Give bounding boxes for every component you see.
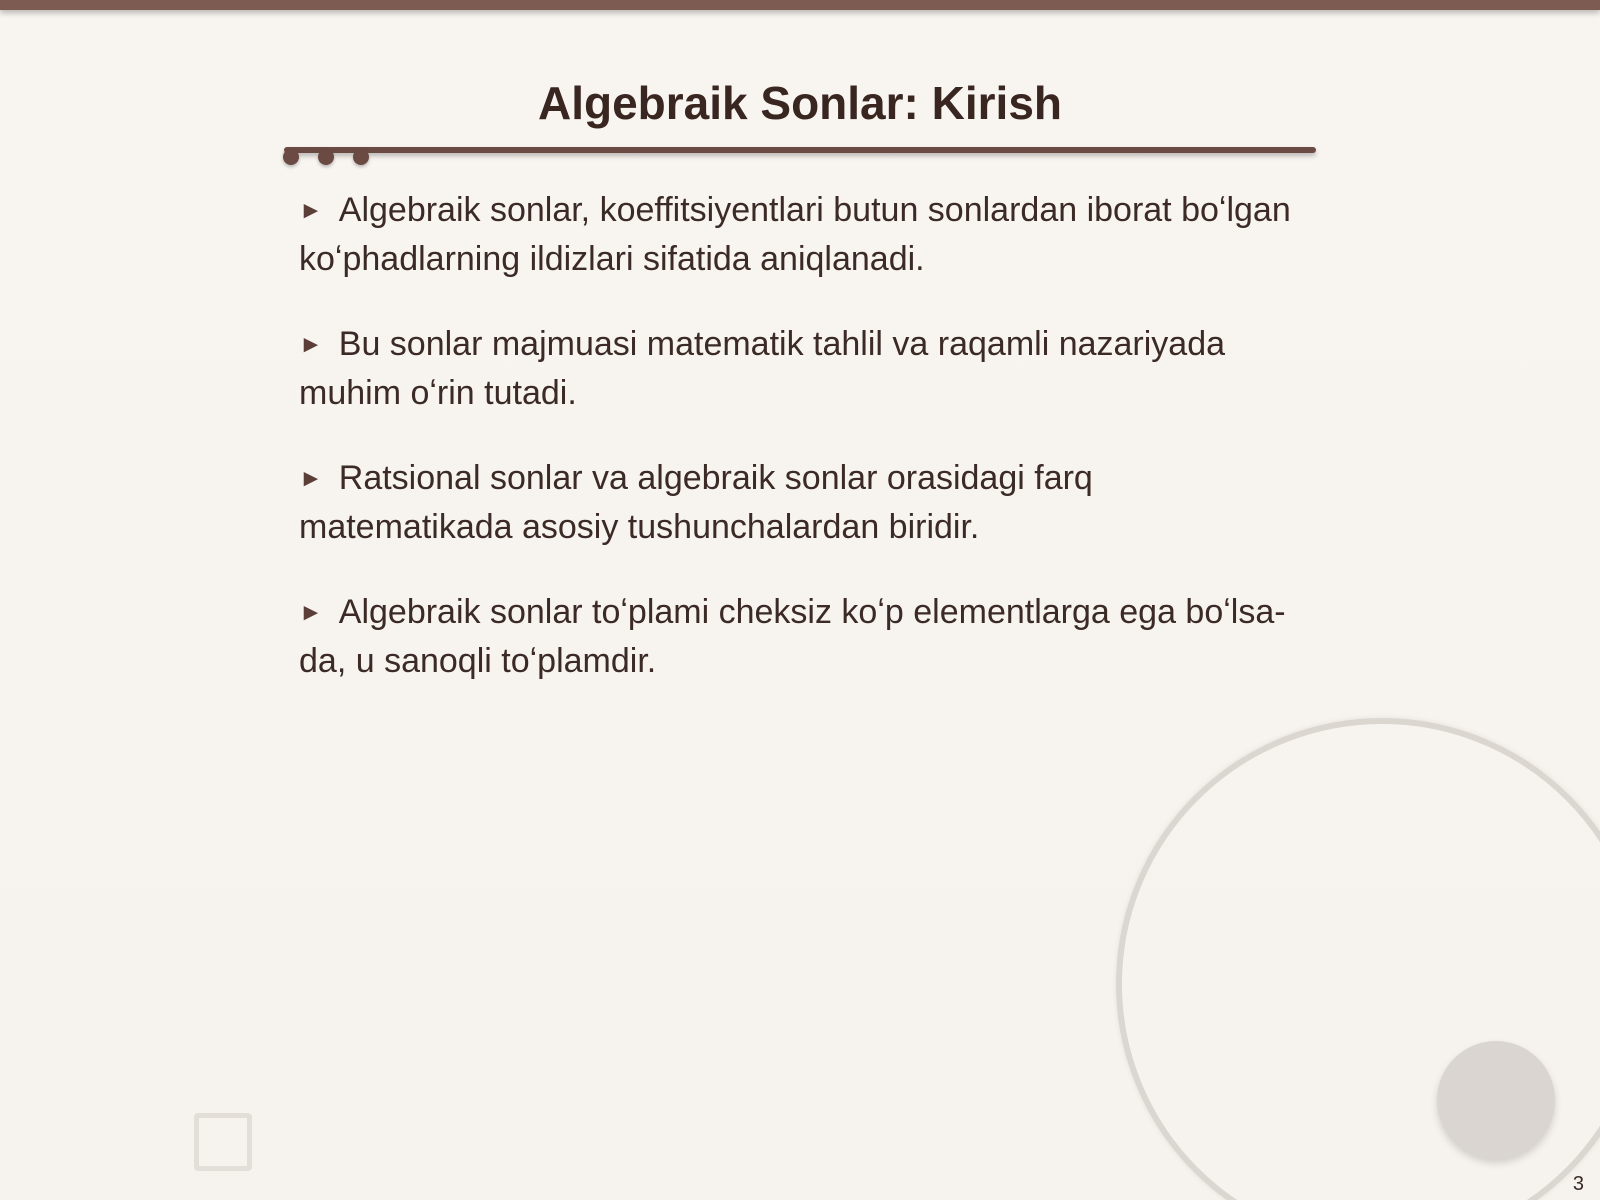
bullet-text: Ratsional sonlar va algebraik sonlar orasidagi farq matematikada asosiy tushunchalardan biridir. [299, 459, 1093, 546]
title-underline [284, 147, 1316, 153]
triangle-bullet-icon: ► [299, 197, 323, 224]
bullet-list [299, 186, 1309, 722]
decor-circle [1437, 1041, 1555, 1159]
triangle-bullet-icon: ► [299, 465, 323, 492]
decor-square [194, 1113, 252, 1171]
top-accent-bar [0, 0, 1600, 10]
bullet-text: Bu sonlar majmuasi matematik tahlil va raqamli nazariyada muhim oʻrin tutadi. [299, 325, 1226, 412]
triangle-bullet-icon: ► [299, 599, 323, 626]
bullet-item [299, 320, 1309, 418]
triangle-bullet-icon: ► [299, 331, 323, 358]
bullet-item [299, 186, 1309, 284]
bullet-item [299, 454, 1309, 552]
bullet-text: Algebraik sonlar toʻplami cheksiz koʻp elementlarga ega boʻlsa-da, u sanoqli toʻplamdir. [299, 593, 1286, 680]
bullet-item [299, 588, 1309, 686]
decor-dot [353, 149, 369, 165]
slide-title: Algebraik Sonlar: Kirish [537, 77, 1062, 129]
decor-dot [318, 149, 334, 165]
page-number: 3 [1572, 1173, 1584, 1195]
decor-dot [283, 149, 299, 165]
bullet-text: Algebraik sonlar, koeffitsiyentlari butun sonlardan iborat boʻlgan koʻphadlarning ildizlari sifatida aniqlanadi. [299, 191, 1291, 278]
